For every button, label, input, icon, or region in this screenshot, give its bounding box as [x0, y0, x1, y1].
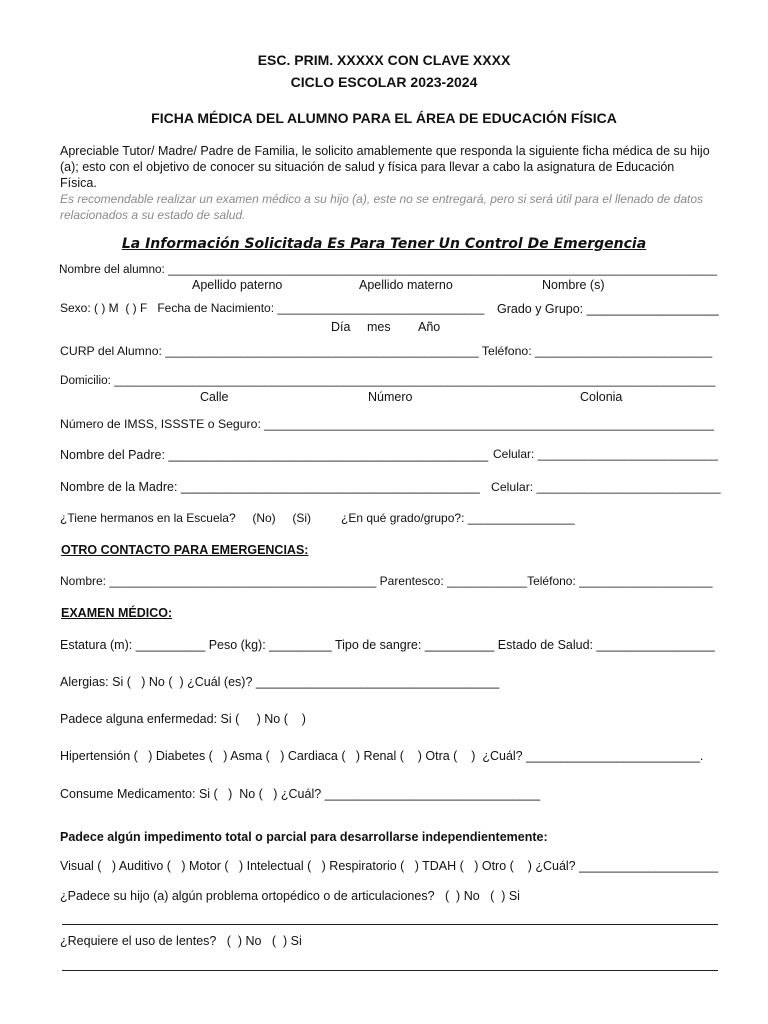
emergency-contact-heading: OTRO CONTACTO PARA EMERGENCIAS:: [61, 543, 309, 557]
label-day: Día: [331, 320, 351, 334]
stature-weight-field[interactable]: Estatura (m): __________ Peso (kg): _________ Tipo de sangre: __________ Estado de Salud: _________________: [60, 638, 715, 652]
student-name-field[interactable]: Nombre del alumno: ____________________________________________________________________________________: [59, 263, 717, 276]
label-street: Calle: [200, 390, 229, 404]
mother-name-field[interactable]: Nombre de la Madre: ___________________________________________: [60, 480, 480, 494]
mother-cell-field[interactable]: Celular: ___________________________: [491, 480, 721, 494]
intro-note: Es recomendable realizar un examen médico a su hijo (a), este no se entregará, pero si será útil para el llenado de datos relacionados a su estado de salud.: [60, 192, 704, 222]
address-field[interactable]: Domicilio: ____________________________________________________________________________________________: [60, 374, 716, 387]
label-month: mes: [367, 320, 391, 334]
disease-field[interactable]: Padece alguna enfermedad: Si ( ) No ( ): [60, 712, 306, 726]
conditions-field[interactable]: Hipertensión ( ) Diabetes ( ) Asma ( ) Cardiaca ( ) Renal ( ) Otra ( ) ¿Cuál? _________________________.: [60, 749, 704, 763]
father-name-field[interactable]: Nombre del Padre: ______________________________________________: [60, 448, 489, 462]
orthopedic-answer-line[interactable]: [62, 924, 718, 925]
father-cell-field[interactable]: Celular: ___________________________: [493, 447, 718, 461]
label-maternal-surname: Apellido materno: [359, 278, 453, 292]
glasses-answer-line[interactable]: [62, 970, 718, 971]
orthopedic-field[interactable]: ¿Padece su hijo (a) algún problema ortopédico o de articulaciones? ( ) No ( ) Si: [60, 889, 520, 903]
curp-phone-field[interactable]: CURP del Alumno: ______________________________________________ Teléfono: __________________________: [60, 344, 713, 358]
insurance-field[interactable]: Número de IMSS, ISSSTE o Seguro: __________________________________________________________________: [60, 417, 714, 431]
intro-paragraph: Apreciable Tutor/ Madre/ Padre de Familia, le solicito amablemente que responda la siguiente ficha médica de su hijo (a); esto con el objetivo de conocer su situación de salud y física para llevar a cabo la asignatura de Educación Física.: [60, 144, 710, 190]
impairment-field[interactable]: Visual ( ) Auditivo ( ) Motor ( ) Intelectual ( ) Respiratorio ( ) TDAH ( ) Otro ( ) ¿Cuál? ____________________: [60, 859, 719, 873]
sex-birthdate-field[interactable]: Sexo: ( ) M ( ) F Fecha de Nacimiento: _______________________________: [60, 301, 485, 315]
school-cycle: CICLO ESCOLAR 2023-2024: [290, 74, 478, 90]
label-year: Año: [418, 320, 441, 334]
label-neighborhood: Colonia: [580, 390, 623, 404]
medical-exam-heading: EXAMEN MÉDICO:: [61, 606, 173, 620]
emergency-banner: La Información Solicitada Es Para Tener Un Control De Emergencia: [121, 236, 647, 252]
allergies-field[interactable]: Alergias: Si ( ) No ( ) ¿Cuál (es)? ___________________________________: [60, 675, 500, 689]
glasses-field[interactable]: ¿Requiere el uso de lentes? ( ) No ( ) Si: [60, 934, 302, 948]
medication-field[interactable]: Consume Medicamento: Si ( ) No ( ) ¿Cuál? _______________________________: [60, 787, 541, 801]
emergency-contact-field[interactable]: Nombre: ________________________________________ Parentesco: ____________Teléfono: ____________________: [60, 574, 713, 588]
grade-group-field[interactable]: Grado y Grupo: ___________________: [497, 302, 719, 316]
impairment-heading: Padece algún impedimento total o parcial para desarrollarse independientemente:: [60, 830, 548, 844]
label-paternal-surname: Apellido paterno: [192, 278, 283, 292]
label-given-names: Nombre (s): [542, 278, 605, 292]
label-number: Número: [368, 390, 413, 404]
school-name: ESC. PRIM. XXXXX CON CLAVE XXXX: [257, 52, 511, 68]
siblings-field[interactable]: ¿Tiene hermanos en la Escuela? (No) (Si) ¿En qué grado/grupo?: ________________: [60, 511, 575, 525]
form-title: FICHA MÉDICA DEL ALUMNO PARA EL ÁREA DE EDUCACIÓN FÍSICA: [151, 110, 617, 126]
